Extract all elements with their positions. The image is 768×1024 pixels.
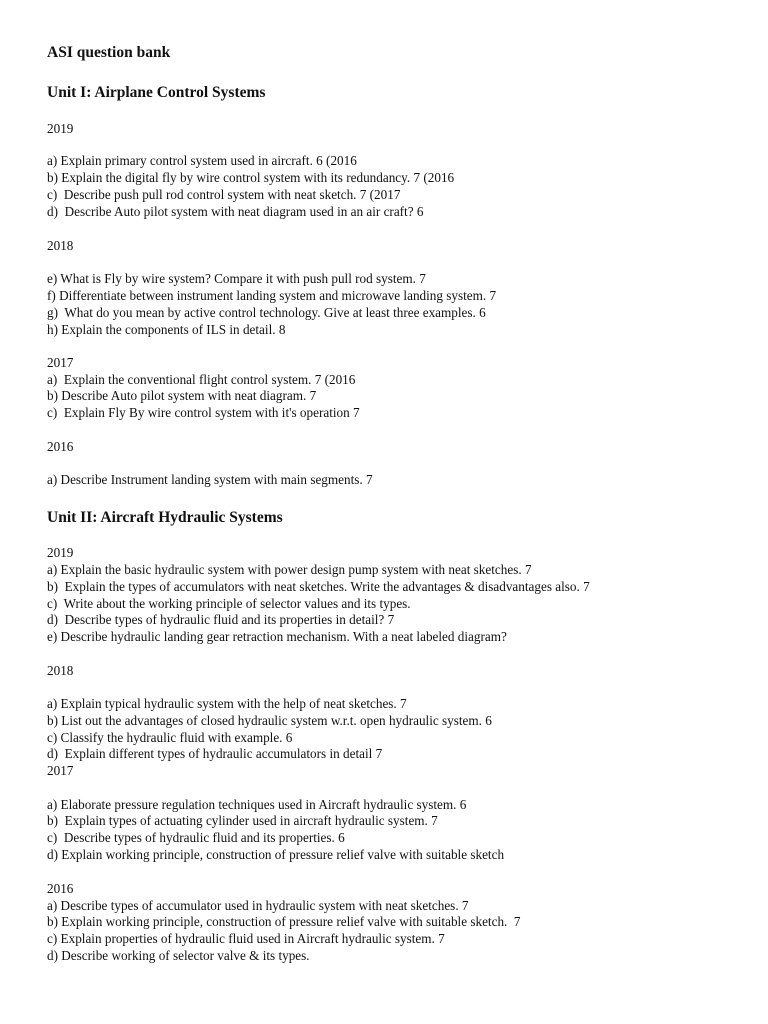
question-line: a) Describe types of accumulator used in hydraulic system with neat sketches. 7 bbox=[47, 898, 469, 913]
question-line: c) Write about the working principle of selector values and its types. bbox=[47, 596, 411, 611]
unit-1-heading: Unit I: Airplane Control Systems bbox=[47, 84, 266, 101]
question-line: c) Explain Fly By wire control system with it's operation 7 bbox=[47, 405, 360, 420]
question-line: b) Explain the digital fly by wire control system with its redundancy. 7 (2016 bbox=[47, 170, 455, 185]
year-label: 2019 bbox=[47, 545, 74, 560]
question-line: e) What is Fly by wire system? Compare it with push pull rod system. 7 bbox=[47, 271, 426, 286]
question-line: a) Elaborate pressure regulation techniques used in Aircraft hydraulic system. 6 bbox=[47, 797, 467, 812]
question-line: b) Explain types of actuating cylinder used in aircraft hydraulic system. 7 bbox=[47, 813, 438, 828]
question-line: c) Explain properties of hydraulic fluid used in Aircraft hydraulic system. 7 bbox=[47, 931, 445, 946]
question-line: b) Describe Auto pilot system with neat diagram. 7 bbox=[47, 388, 317, 403]
year-label: 2016 bbox=[47, 881, 74, 896]
year-label: 2018 bbox=[47, 663, 74, 678]
document-title: ASI question bank bbox=[47, 44, 171, 61]
year-label: 2017 bbox=[47, 763, 74, 778]
question-line: d) Explain working principle, construction of pressure relief valve with suitable sketch bbox=[47, 847, 505, 862]
question-line: c) Classify the hydraulic fluid with example. 6 bbox=[47, 730, 293, 745]
year-label: 2018 bbox=[47, 238, 74, 253]
question-line: d) Describe Auto pilot system with neat diagram used in an air craft? 6 bbox=[47, 204, 424, 219]
year-label: 2016 bbox=[47, 439, 74, 454]
question-line: c) Describe push pull rod control system with neat sketch. 7 (2017 bbox=[47, 187, 401, 202]
question-line: e) Describe hydraulic landing gear retraction mechanism. With a neat labeled diagram? bbox=[47, 629, 507, 644]
question-line: b) List out the advantages of closed hydraulic system w.r.t. open hydraulic system. 6 bbox=[47, 713, 492, 728]
question-line: d) Describe types of hydraulic fluid and its properties in detail? 7 bbox=[47, 612, 395, 627]
year-label: 2017 bbox=[47, 355, 74, 370]
question-line: d) Explain different types of hydraulic accumulators in detail 7 bbox=[47, 746, 383, 761]
question-line: a) Explain the basic hydraulic system with power design pump system with neat sketches. 7 bbox=[47, 562, 532, 577]
question-line: a) Explain the conventional flight control system. 7 (2016 bbox=[47, 372, 356, 387]
question-line: b) Explain working principle, construction of pressure relief valve with suitable sketch. 7 bbox=[47, 914, 521, 929]
question-line: c) Describe types of hydraulic fluid and its properties. 6 bbox=[47, 830, 345, 845]
question-line: a) Describe Instrument landing system with main segments. 7 bbox=[47, 472, 373, 487]
question-line: d) Describe working of selector valve & its types. bbox=[47, 948, 310, 963]
year-label: 2019 bbox=[47, 121, 74, 136]
question-line: h) Explain the components of ILS in detail. 8 bbox=[47, 322, 286, 337]
question-line: f) Differentiate between instrument landing system and microwave landing system. 7 bbox=[47, 288, 497, 303]
question-line: a) Explain typical hydraulic system with the help of neat sketches. 7 bbox=[47, 696, 407, 711]
unit-2-heading: Unit II: Aircraft Hydraulic Systems bbox=[47, 509, 283, 526]
question-line: g) What do you mean by active control technology. Give at least three examples. 6 bbox=[47, 305, 486, 320]
question-line: b) Explain the types of accumulators with neat sketches. Write the advantages & disadvantages also. 7 bbox=[47, 579, 590, 594]
question-line: a) Explain primary control system used in aircraft. 6 (2016 bbox=[47, 153, 357, 168]
